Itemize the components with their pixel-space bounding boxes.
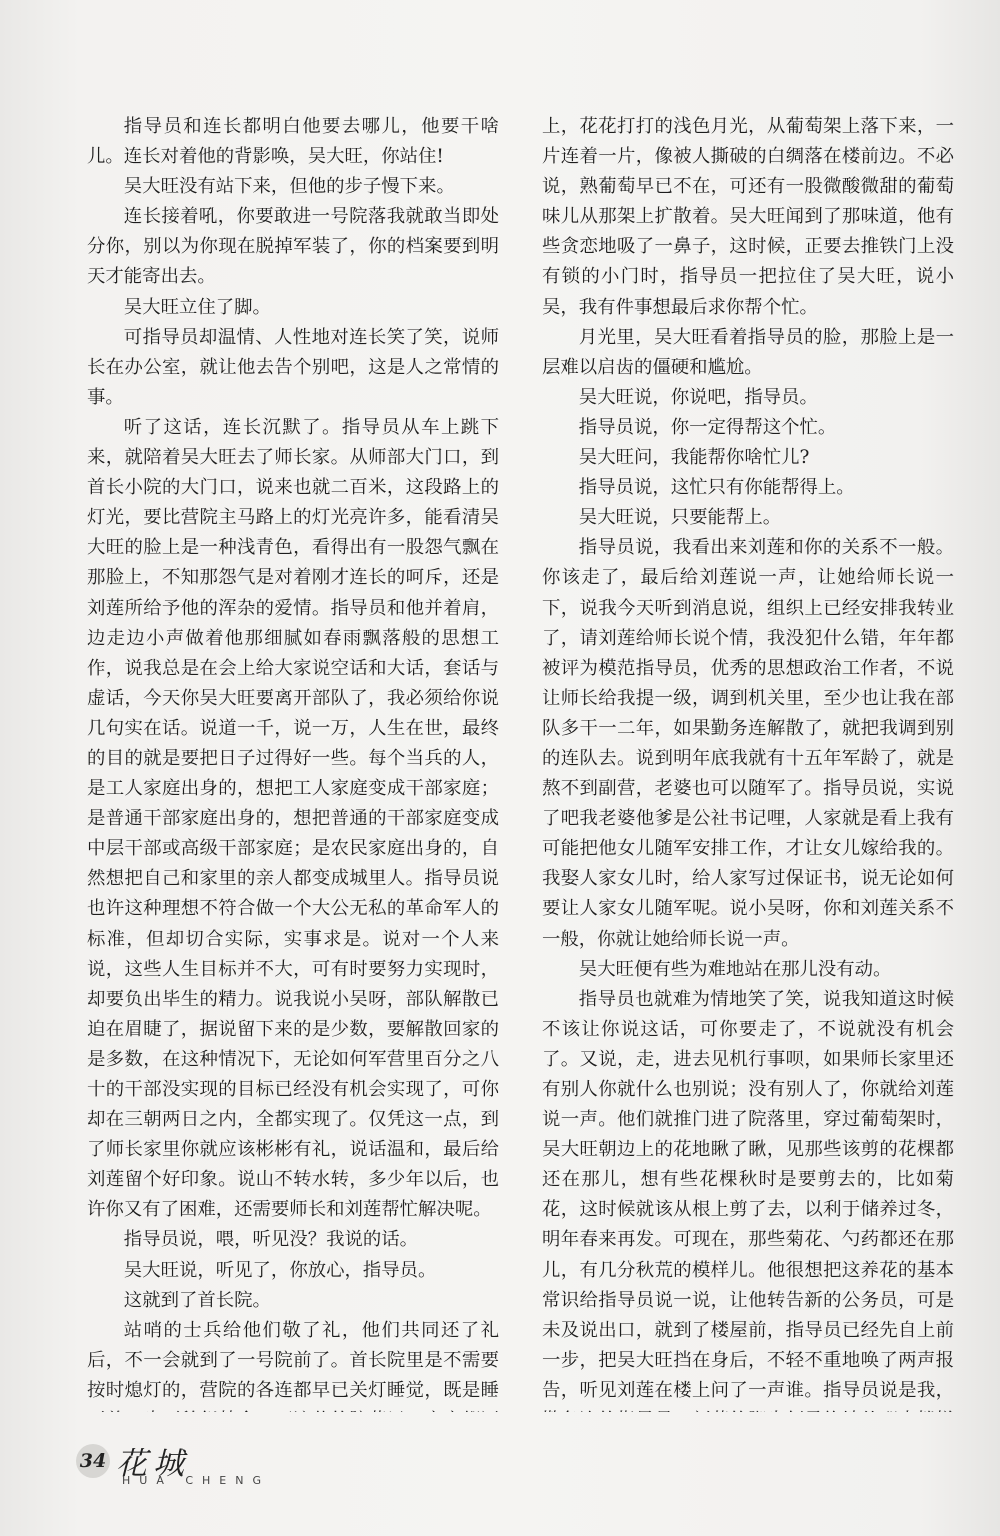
paragraph: 吴大旺立住了脚。 — [123, 296, 271, 318]
paragraph: 连长接着吼，你要敢进一号院落我就敢当即处分你，别以为你现在脱掉军装了，你的档案要到明天才能寄出去。 — [87, 206, 499, 288]
paragraph: 指导员说，喂，听见没？我说的话。 — [123, 1229, 419, 1251]
paragraph: 月光里，吴大旺看着指导员的脸，那脸上是一层难以启齿的僵硬和尴尬。 — [542, 326, 954, 378]
article-right-column — [542, 112, 954, 1412]
paragraph: 吴大旺说，听见了，你放心，指导员。 — [123, 1259, 437, 1281]
paragraph: 指导员说，你一定得帮这个忙。 — [578, 416, 837, 438]
magazine-title: 花城 — [116, 1446, 190, 1482]
page-footer — [76, 1444, 316, 1504]
paragraph: 可指导员却温情、人性地对连长笑了笑，说师长在办公室，就让他去告个别吧，这是人之常情的事。 — [87, 326, 499, 408]
paragraph: 吴大旺便有些为难地站在那儿没有动。 — [578, 958, 892, 980]
paragraph: 这就到了首长院。 — [123, 1289, 271, 1311]
paragraph: 站哨的士兵给他们敬了礼，他们共同还了礼后，不一会就到了一号院前了。首长院里是不需要按时熄灯的，营院的各连都早已关灯睡觉，既是睡 — [87, 1319, 499, 1401]
paragraph: 吴大旺问，我能帮你啥忙儿? — [578, 447, 810, 469]
paragraph: 指导员也就难为情地笑了笑，说我知道这时候不该让你说这话，可你要走了，不说就没有机会了。又说，走，进去见机行事呗，如果师长家里还有别人你就什么也别说；没有别人了，你就给刘莲说一声。他们就推门进了院落里，穿过葡萄架时，吴大旺朝边上的花地瞅了瞅，见那些该剪的花棵都还在那儿，想有些花棵秋时是要剪去的，比如菊花，这时候就该从根上剪了去，以利于储养过冬，明年春来再发。可现在，那些菊花、勺药都还在那儿，有几分秋荒的模样儿。他很想把这养花的基本常识给指导员说一说，让他转告新的公务员，可是未及说出口，就到了楼屋前，指导员已经先自上前一步，把吴大旺挡在身后，不轻不重地唤了两声报告，听见刘莲在楼上问了一声谁。指导员说是我， — [542, 988, 954, 1401]
paragraph: 吴大旺没有站下来，但他的步子慢下来。 — [123, 176, 455, 198]
article-left-column — [87, 112, 499, 1412]
magazine-pinyin: HUA CHENG — [122, 1474, 270, 1487]
paragraph: 吴大旺说，只要能帮上。 — [578, 507, 782, 529]
paragraph: 吴大旺说，你说吧，指导员。 — [578, 386, 818, 408]
paragraph: 听了这话，连长沉默了。指导员从车上跳下来，就陪着吴大旺去了师长家。从师部大门口，到首长小院的大门口，说来也就二百米，这段路上的灯光，要比营院主马路上的灯光亮许多，能看清吴大旺的脸上是一种浅青色，看得出有一股怨气飘在那脸上，不知那怨气是对着刚才连长的呵斥，还是刘莲所给予他的浑杂的爱情。指导员和他并着肩，边走边小声做着他那细腻如春雨飘落般的思想工作，说我总是在会上给大家说空话和大话，套话与虚话，今天你吴大旺要离开部队了，我必须给你说几句实在话。说道一千，说一万，人生在世，最终的目的就是要把日子过得好一些。每个当兵的人，是工人家庭出身的，想把工人家庭变成干部家庭；是普通干部家庭出身的，想把普通的干部家庭变成中层干部或高级干部家庭；是农民家庭出身的，自然想把自己和家里的亲人都变成城里人。指导员说也许这种理想不符合做一个大公无私的革命军人的标准，但却切合实际，实事求是。说对一个人来说，这些人生目标并不大，可有时要努力实现时，却要负出毕生的精力。说我说小吴呀，部队解散已迫在眉睫了，据说留下来的是少数，要解散回家的是多数，在这种情况下，无论如何军营里百分之八十的干部没实现的目标已经没有机会实现了，可你却在三朝两日之内，全都实现了。仅凭这一点，到了师长家里你就应该彬彬有礼，说话温和，最后给刘莲留个好印象。说山不转水转，多少年以后，也许你又有了困难，还需要师长和刘莲帮忙解决呢。 — [87, 416, 499, 1221]
page-number: 34 — [76, 1444, 110, 1478]
paragraph: 指导员说，我看出来刘莲和你的关系不一般。你该走了，最后给刘莲说一声，让她给师长说一下，说我今天听到消息说，组织上已经安排我转业了，请刘莲给师长说个情，我没犯什么错，年年都被评为模范指导员，优秀的思想政治工作者，不说让师长给我提一级，调到机关里，至少也让我在部队多干一二年，如果勤务连解散了，就把我调到别的连队去。说到明年底我就有十五年军龄了，就是熬不到副营，老婆也可以随军了。指导员说，实说了吧我老婆他爹是公社书记哩，人家就是看上我有可能把他女儿随军安排工作，才让女儿嫁给我的。我娶人家女儿时，给人家写过保证书，说无论如何要让人家女儿随军呢。说小吴呀，你和刘莲关系不一般，你就让她给师长说一声。 — [542, 537, 954, 950]
paragraph: 指导员说，这忙只有你能帮得上。 — [578, 477, 855, 499]
paragraph: 指导员和连长都明白他要去哪儿，他要干啥儿。连长对着他的背影唤，吴大旺，你站住! — [87, 116, 499, 168]
paragraph: 上，花花打打的浅色月光，从葡萄架上落下来，一片连着一片，像被人撕破的白绸落在楼前边。不必说，熟葡萄早已不在，可还有一股微酸微甜的葡萄味儿从那架上扩散着。吴大旺闻到了那味道，他有些贪恋地吸了一鼻子，这时候，正要去推铁门上没有锁的小门时，指导员一把拉住了吴大旺，说小吴，我有件事想最后求你帮个忙。 — [542, 116, 954, 318]
